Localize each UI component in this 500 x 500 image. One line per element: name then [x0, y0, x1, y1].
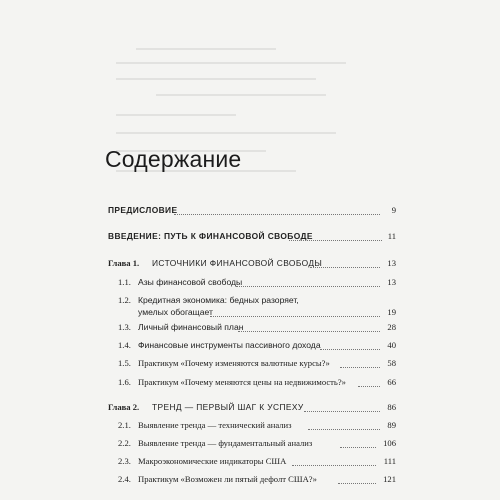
toc-entry-page: 19 — [387, 307, 396, 317]
toc-entry[interactable] — [108, 474, 396, 488]
dot-leader — [358, 386, 380, 387]
section-number: 2.4. — [118, 474, 131, 484]
section-number: 2.2. — [118, 438, 131, 448]
toc-entry[interactable] — [108, 295, 396, 321]
toc-entry[interactable] — [108, 277, 396, 291]
section-number: 1.4. — [118, 340, 131, 350]
toc-chapter[interactable] — [108, 258, 396, 272]
dot-leader — [308, 429, 380, 430]
section-number: 2.1. — [118, 420, 131, 430]
section-number: 2.3. — [118, 456, 131, 466]
toc-entry-page: 13 — [387, 277, 396, 287]
dot-leader — [304, 411, 380, 412]
dot-leader — [340, 367, 380, 368]
toc-entry[interactable] — [108, 322, 396, 336]
section-number: 1.1. — [118, 277, 131, 287]
toc-entry-title: Практикум «Почему меняются цены на недвижимость?» — [138, 377, 346, 387]
toc-entry-page: 106 — [383, 438, 396, 448]
toc-entry-title: Кредитная экономика: бедных разоряет, — [138, 295, 299, 305]
toc-entry-page: 86 — [387, 402, 396, 412]
chapter-number: Глава 1. — [108, 258, 140, 268]
toc-entry-title: ВВЕДЕНИЕ: ПУТЬ К ФИНАНСОВОЙ СВОБОДЕ — [108, 231, 313, 241]
dot-leader — [320, 349, 380, 350]
dot-leader — [236, 286, 380, 287]
toc-entry[interactable] — [108, 231, 396, 245]
toc-entry-page: 9 — [391, 205, 396, 215]
toc-entry[interactable] — [108, 456, 396, 470]
chapter-number: Глава 2. — [108, 402, 140, 412]
toc-entry-title: Личный финансовый план — [138, 322, 244, 332]
section-number: 1.3. — [118, 322, 131, 332]
toc-entry-page: 66 — [387, 377, 396, 387]
toc-entry[interactable] — [108, 438, 396, 452]
toc-entry-page: 40 — [387, 340, 396, 350]
toc-entry-title: ПРЕДИСЛОВИЕ — [108, 205, 178, 215]
toc-entry-title: Практикум «Возможен ли пятый дефолт США?» — [138, 474, 317, 484]
toc-entry[interactable] — [108, 205, 396, 219]
toc-entry-title: ТРЕНД — ПЕРВЫЙ ШАГ К УСПЕХУ — [152, 402, 304, 412]
toc-entry-title: Макроэкономические индикаторы США — [138, 456, 287, 466]
toc-entry-title: Финансовые инструменты пассивного дохода — [138, 340, 321, 350]
dot-leader — [292, 465, 376, 466]
dot-leader — [238, 331, 380, 332]
toc-entry[interactable] — [108, 420, 396, 434]
toc-entry[interactable] — [108, 340, 396, 354]
toc-entry-page: 89 — [387, 420, 396, 430]
dot-leader — [310, 267, 380, 268]
toc-entry-page: 58 — [387, 358, 396, 368]
dot-leader — [338, 483, 376, 484]
toc-entry-page: 13 — [387, 258, 396, 268]
toc-entry-title: Выявление тренда — фундаментальный анализ — [138, 438, 313, 448]
toc-entry-title: Выявление тренда — технический анализ — [138, 420, 292, 430]
toc-entry[interactable] — [108, 358, 396, 372]
toc-chapter[interactable] — [108, 402, 396, 416]
section-number: 1.2. — [118, 295, 131, 305]
dot-leader — [210, 316, 380, 317]
toc-entry-title: Практикум «Почему изменяются валютные курсы?» — [138, 358, 330, 368]
section-number: 1.6. — [118, 377, 131, 387]
toc-entry-title-continued: умелых обогащает — [138, 307, 213, 317]
section-number: 1.5. — [118, 358, 131, 368]
toc-entry-page: 121 — [383, 474, 396, 484]
toc-entry-page: 11 — [387, 231, 396, 241]
dot-leader — [174, 214, 380, 215]
toc-entry-title: Азы финансовой свободы — [138, 277, 243, 287]
toc-entry-title: ИСТОЧНИКИ ФИНАНСОВОЙ СВОБОДЫ — [152, 258, 323, 268]
toc-entry-page: 111 — [383, 456, 396, 466]
toc-entry-page: 28 — [387, 322, 396, 332]
dot-leader — [289, 240, 382, 241]
dot-leader — [340, 447, 376, 448]
page-title: Содержание — [105, 146, 242, 172]
toc-entry[interactable] — [108, 377, 396, 391]
